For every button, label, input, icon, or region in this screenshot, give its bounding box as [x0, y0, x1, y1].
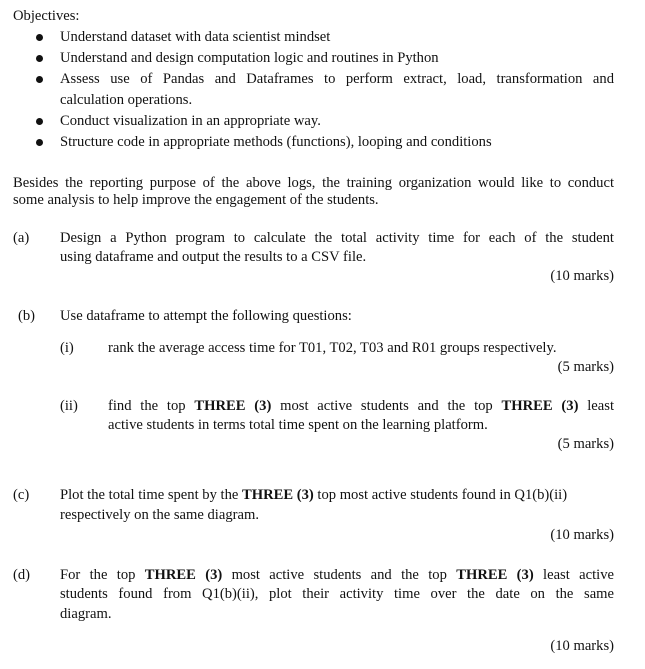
question-b-label: (b): [18, 308, 36, 324]
bullet-icon: [36, 118, 43, 125]
question-d-text: For the top THREE (3) most active students and the top THREE (3) least active: [60, 567, 614, 583]
question-a-text: using dataframe and output the results to a CSV file.: [60, 249, 367, 265]
question-a-label: (a): [13, 230, 30, 246]
objective-item: Assess use of Pandas and Dataframes to perform extract, load, transformation and: [60, 71, 614, 87]
question-c-text: Plot the total time spent by the THREE (3) top most active students found in Q1(b)(ii): [60, 487, 568, 503]
bullet-icon: [36, 76, 43, 83]
bullet-icon: [36, 34, 43, 41]
question-b-ii-label: (ii): [60, 398, 78, 414]
question-d-label: (d): [13, 567, 31, 583]
question-c-text: respectively on the same diagram.: [60, 507, 259, 523]
question-a-marks: (10 marks): [550, 268, 614, 284]
bullet-icon: [36, 55, 43, 62]
question-a-text: Design a Python program to calculate the total activity time for each of the student: [60, 230, 614, 246]
question-b-i-marks: (5 marks): [557, 359, 614, 375]
objective-item: Understand dataset with data scientist mindset: [60, 29, 331, 45]
objectives-heading: Objectives:: [13, 8, 80, 24]
objective-item-continuation: calculation operations.: [60, 92, 193, 108]
question-d-text: diagram.: [60, 606, 112, 622]
bullet-icon: [36, 139, 43, 146]
question-b-text: Use dataframe to attempt the following questions:: [60, 308, 352, 324]
objective-item: Conduct visualization in an appropriate way.: [60, 113, 321, 129]
objective-item: Structure code in appropriate methods (functions), looping and conditions: [60, 134, 492, 150]
objective-item: Understand and design computation logic and routines in Python: [60, 50, 439, 66]
question-d-text: students found from Q1(b)(ii), plot their activity time over the date on the same: [60, 586, 614, 602]
question-b-ii-text: active students in terms total time spent on the learning platform.: [108, 417, 488, 433]
intro-paragraph-line: Besides the reporting purpose of the above logs, the training organization would like to conduct: [13, 175, 614, 191]
question-b-i-label: (i): [60, 340, 74, 356]
question-d-marks: (10 marks): [550, 638, 614, 654]
question-b-ii-marks: (5 marks): [557, 436, 614, 452]
question-c-marks: (10 marks): [550, 527, 614, 543]
question-b-ii-text: find the top THREE (3) most active students and the top THREE (3) least: [108, 398, 614, 414]
intro-paragraph-line: some analysis to help improve the engagement of the students.: [13, 192, 379, 208]
question-b-i-text: rank the average access time for T01, T02, T03 and R01 groups respectively.: [108, 340, 557, 356]
question-c-label: (c): [13, 487, 30, 503]
